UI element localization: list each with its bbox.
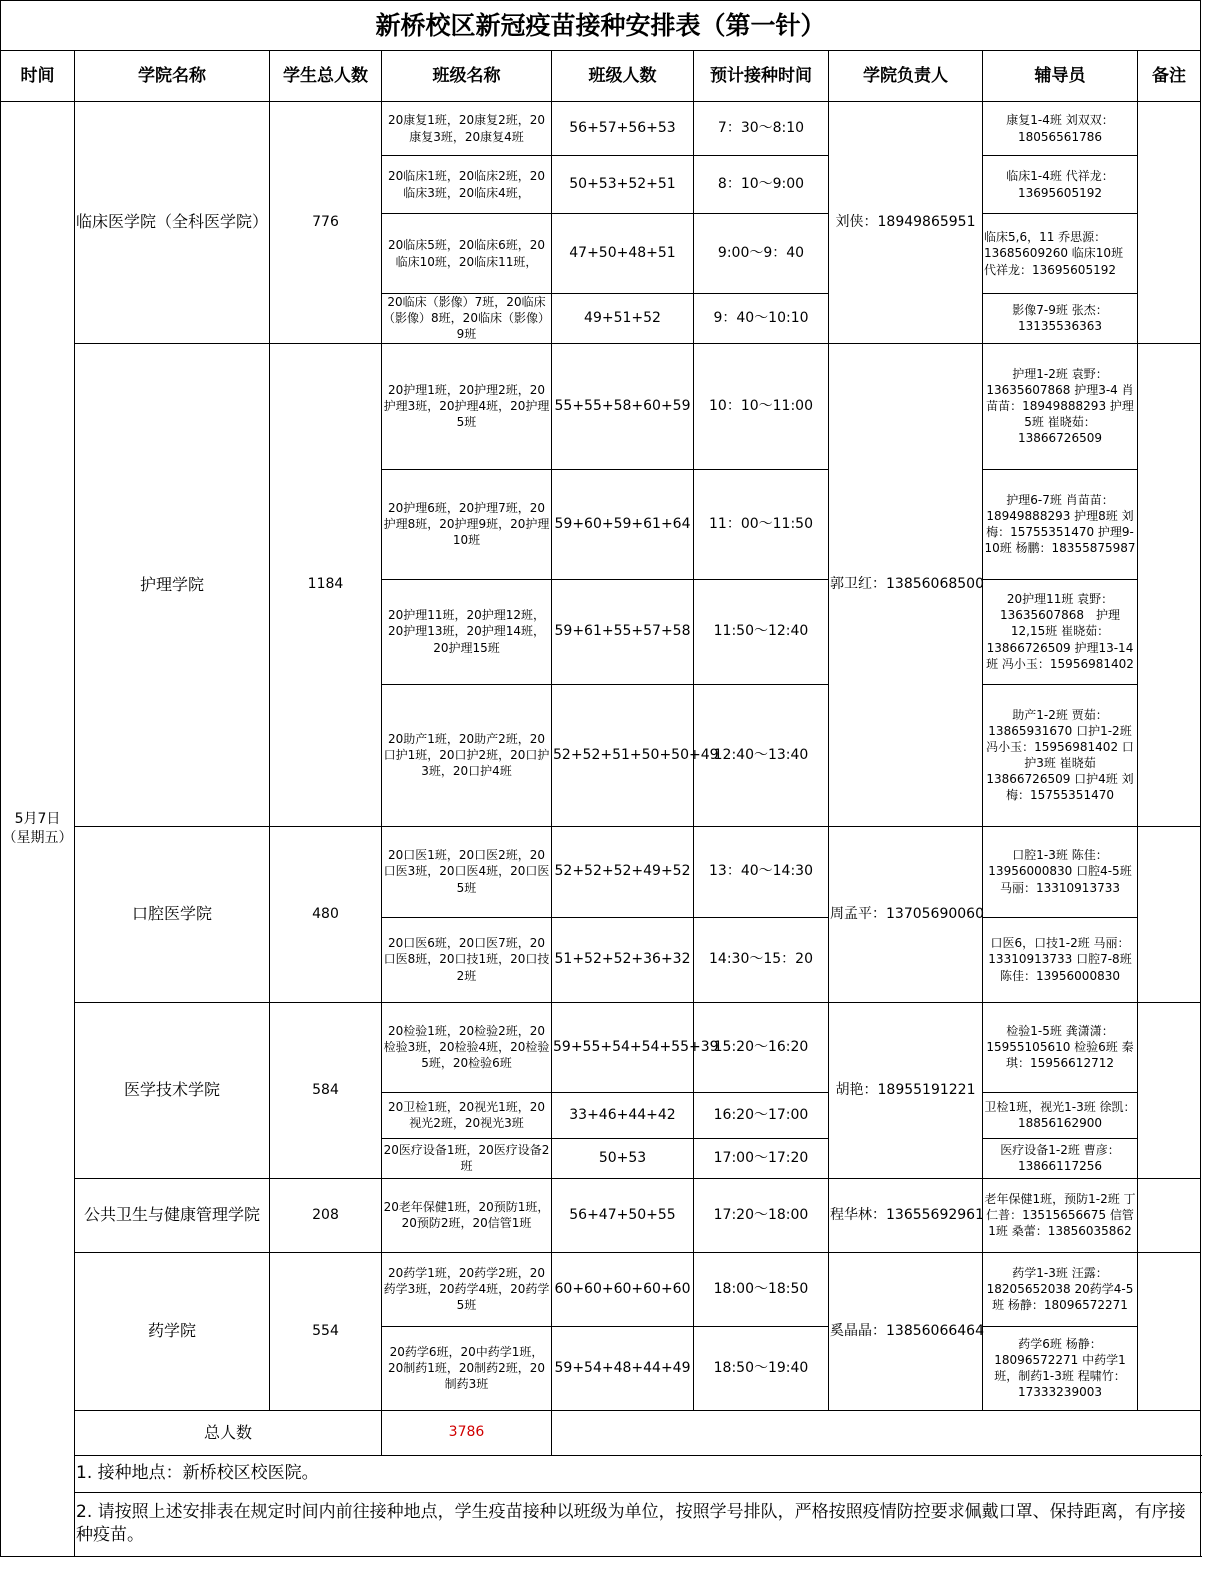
vaccination-time: 12:40～13:40	[694, 684, 829, 826]
college-name: 口腔医学院	[75, 826, 270, 1002]
class-count: 50+53+52+51	[552, 156, 694, 214]
table-row	[1, 1178, 1201, 1252]
college-responsible: 周孟平：13705690060	[829, 826, 983, 1002]
college-responsible: 程华林：13655692961	[829, 1178, 983, 1252]
class-names: 20护理6班，20护理7班，20护理8班，20护理9班，20护理10班	[382, 469, 552, 579]
college-name: 医学技术学院	[75, 1002, 270, 1178]
vaccination-time: 8：10～9:00	[694, 156, 829, 214]
vaccination-time: 9:00～9：40	[694, 214, 829, 294]
college-total: 584	[270, 1002, 382, 1178]
college-responsible: 刘侠：18949865951	[829, 102, 983, 344]
counselor-cell: 助产1-2班 贾茹：13865931670 口护1-2班 冯小玉：15956981402 口护3班 崔晓茹13866726509 口护4班 刘梅：15755351470	[983, 684, 1138, 826]
remark-cell	[1138, 1252, 1201, 1410]
class-count: 50+53	[552, 1138, 694, 1178]
header-class: 班级名称	[382, 51, 552, 102]
header-time: 时间	[1, 51, 75, 102]
table-row	[1, 826, 1201, 917]
class-count: 60+60+60+60+60	[552, 1252, 694, 1326]
note-location: 1. 接种地点：新桥校区校医院。	[75, 1455, 1201, 1492]
class-names: 20医疗设备1班，20医疗设备2班	[382, 1138, 552, 1178]
college-responsible: 郭卫红：13856068500	[829, 343, 983, 826]
class-names: 20药学1班，20药学2班，20药学3班，20药学4班，20药学5班	[382, 1252, 552, 1326]
remark-cell	[1138, 102, 1201, 344]
vaccination-time: 11:50～12:40	[694, 579, 829, 684]
vaccination-time: 7：30～8:10	[694, 102, 829, 156]
remark-cell	[1138, 1178, 1201, 1252]
note-instructions: 2. 请按照上述安排表在规定时间内前往接种地点，学生疫苗接种以班级为单位，按照学号排队，严格按照疫情防控要求佩戴口罩、保持距离，有序接种疫苗。	[75, 1492, 1201, 1556]
counselor-cell: 口腔1-3班 陈佳：13956000830 口腔4-5班 马丽：13310913733	[983, 826, 1138, 917]
class-names: 20卫检1班，20视光1班，20视光2班，20视光3班	[382, 1092, 552, 1138]
header-counselor: 辅导员	[983, 51, 1138, 102]
summary-label: 总人数	[75, 1410, 382, 1455]
vaccination-time: 10：10～11:00	[694, 343, 829, 469]
class-count: 59+54+48+44+49	[552, 1326, 694, 1410]
note-row	[1, 1455, 1201, 1492]
vaccination-time: 16:20～17:00	[694, 1092, 829, 1138]
header-total: 学生总人数	[270, 51, 382, 102]
class-names: 20临床5班，20临床6班，20临床10班，20临床11班，	[382, 214, 552, 294]
class-count: 56+47+50+55	[552, 1178, 694, 1252]
counselor-cell: 卫检1班，视光1-3班 徐凯：18856162900	[983, 1092, 1138, 1138]
header-count: 班级人数	[552, 51, 694, 102]
note-row	[1, 1492, 1201, 1556]
college-responsible: 奚晶晶：13856066464	[829, 1252, 983, 1410]
remark-cell	[1138, 826, 1201, 1002]
counselor-cell: 口医6，口技1-2班 马丽：13310913733 口腔7-8班 陈佳：13956000830	[983, 917, 1138, 1002]
summary-row	[1, 1410, 1201, 1455]
header-responsible: 学院负责人	[829, 51, 983, 102]
class-names: 20口医6班，20口医7班，20口医8班，20口技1班，20口技2班	[382, 917, 552, 1002]
class-names: 20药学6班，20中药学1班，20制药1班，20制药2班，20制药3班	[382, 1326, 552, 1410]
counselor-cell: 药学6班 杨静：18096572271 中药学1班，制药1-3班 程啸竹：17333239003	[983, 1326, 1138, 1410]
college-responsible: 胡艳：18955191221	[829, 1002, 983, 1178]
counselor-cell: 临床5,6，11 乔思源：13685609260 临床10班 代祥龙：13695605192	[983, 214, 1138, 294]
class-count: 59+55+54+54+55+39	[552, 1002, 694, 1092]
remark-cell	[1138, 343, 1201, 826]
college-total: 1184	[270, 343, 382, 826]
class-count: 49+51+52	[552, 294, 694, 344]
class-count: 59+60+59+61+64	[552, 469, 694, 579]
vaccination-time: 13：40～14:30	[694, 826, 829, 917]
class-names: 20护理1班，20护理2班，20护理3班，20护理4班，20护理5班	[382, 343, 552, 469]
class-count: 55+55+58+60+59	[552, 343, 694, 469]
remark-cell	[1138, 1002, 1201, 1178]
header-remark: 备注	[1138, 51, 1201, 102]
vaccination-time: 18:50～19:40	[694, 1326, 829, 1410]
college-total: 480	[270, 826, 382, 1002]
counselor-cell: 康复1-4班 刘双双：18056561786	[983, 102, 1138, 156]
vaccination-time: 14:30～15：20	[694, 917, 829, 1002]
college-total: 554	[270, 1252, 382, 1410]
table-row	[1, 343, 1201, 469]
vaccination-time: 11：00～11:50	[694, 469, 829, 579]
class-names: 20康复1班，20康复2班，20康复3班，20康复4班	[382, 102, 552, 156]
table-row	[1, 102, 1201, 156]
class-names: 20老年保健1班，20预防1班，20预防2班，20信管1班	[382, 1178, 552, 1252]
header-college: 学院名称	[75, 51, 270, 102]
summary-total: 3786	[382, 1410, 552, 1455]
college-name: 临床医学院（全科医学院）	[75, 102, 270, 344]
class-names: 20助产1班，20助产2班，20口护1班，20口护2班，20口护3班，20口护4班	[382, 684, 552, 826]
table-row	[1, 1002, 1201, 1092]
college-name: 公共卫生与健康管理学院	[75, 1178, 270, 1252]
header-vtime: 预计接种时间	[694, 51, 829, 102]
vaccination-time: 17:20～18:00	[694, 1178, 829, 1252]
class-count: 56+57+56+53	[552, 102, 694, 156]
class-count: 51+52+52+36+32	[552, 917, 694, 1002]
class-count: 52+52+51+50+50+49	[552, 684, 694, 826]
counselor-cell: 医疗设备1-2班 曹彦：13866117256	[983, 1138, 1138, 1178]
vaccination-time: 18:00～18:50	[694, 1252, 829, 1326]
counselor-cell: 影像7-9班 张杰：13135536363	[983, 294, 1138, 344]
class-names: 20护理11班，20护理12班，20护理13班，20护理14班，20护理15班	[382, 579, 552, 684]
counselor-cell: 药学1-3班 汪露：18205652038 20药学4-5班 杨静：18096572271	[983, 1252, 1138, 1326]
vaccination-time: 17:00～17:20	[694, 1138, 829, 1178]
class-count: 52+52+52+49+52	[552, 826, 694, 917]
counselor-cell: 护理6-7班 肖苗苗：18949888293 护理8班 刘梅：15755351470 护理9-10班 杨鹏：18355875987	[983, 469, 1138, 579]
header-row	[1, 51, 1201, 102]
class-count: 59+61+55+57+58	[552, 579, 694, 684]
counselor-cell: 老年保健1班，预防1-2班 丁仁普：13515656675 信管1班 桑蕾：13856035862	[983, 1178, 1138, 1252]
counselor-cell: 20护理11班 袁野：13635607868 护理12,15班 崔晓茹：13866726509 护理13-14班 冯小玉：15956981402	[983, 579, 1138, 684]
date-cell: 5月7日（星期五）	[1, 102, 75, 1557]
class-count: 33+46+44+42	[552, 1092, 694, 1138]
counselor-cell: 临床1-4班 代祥龙：13695605192	[983, 156, 1138, 214]
college-name: 护理学院	[75, 343, 270, 826]
summary-empty	[552, 1410, 1201, 1455]
college-total: 776	[270, 102, 382, 344]
table-row	[1, 1252, 1201, 1326]
counselor-cell: 护理1-2班 袁野：13635607868 护理3-4 肖苗苗：18949888293 护理5班 崔晓茹：13866726509	[983, 343, 1138, 469]
class-names: 20临床（影像）7班，20临床（影像）8班，20临床（影像）9班	[383, 295, 550, 342]
class-names: 20口医1班，20口医2班，20口医3班，20口医4班，20口医5班	[382, 826, 552, 917]
counselor-cell: 检验1-5班 龚潇潇：15955105610 检验6班 秦琪：15956612712	[983, 1002, 1138, 1092]
class-names: 20临床1班，20临床2班，20临床3班，20临床4班，	[382, 156, 552, 214]
vaccination-time: 15:20～16:20	[694, 1002, 829, 1092]
page-title: 新桥校区新冠疫苗接种安排表（第一针）	[1, 1, 1201, 51]
class-names: 20检验1班，20检验2班，20检验3班，20检验4班，20检验5班，20检验6班	[382, 1002, 552, 1092]
vaccination-time: 9：40～10:10	[694, 294, 829, 344]
college-total: 208	[270, 1178, 382, 1252]
college-name: 药学院	[75, 1252, 270, 1410]
class-count: 47+50+48+51	[552, 214, 694, 294]
